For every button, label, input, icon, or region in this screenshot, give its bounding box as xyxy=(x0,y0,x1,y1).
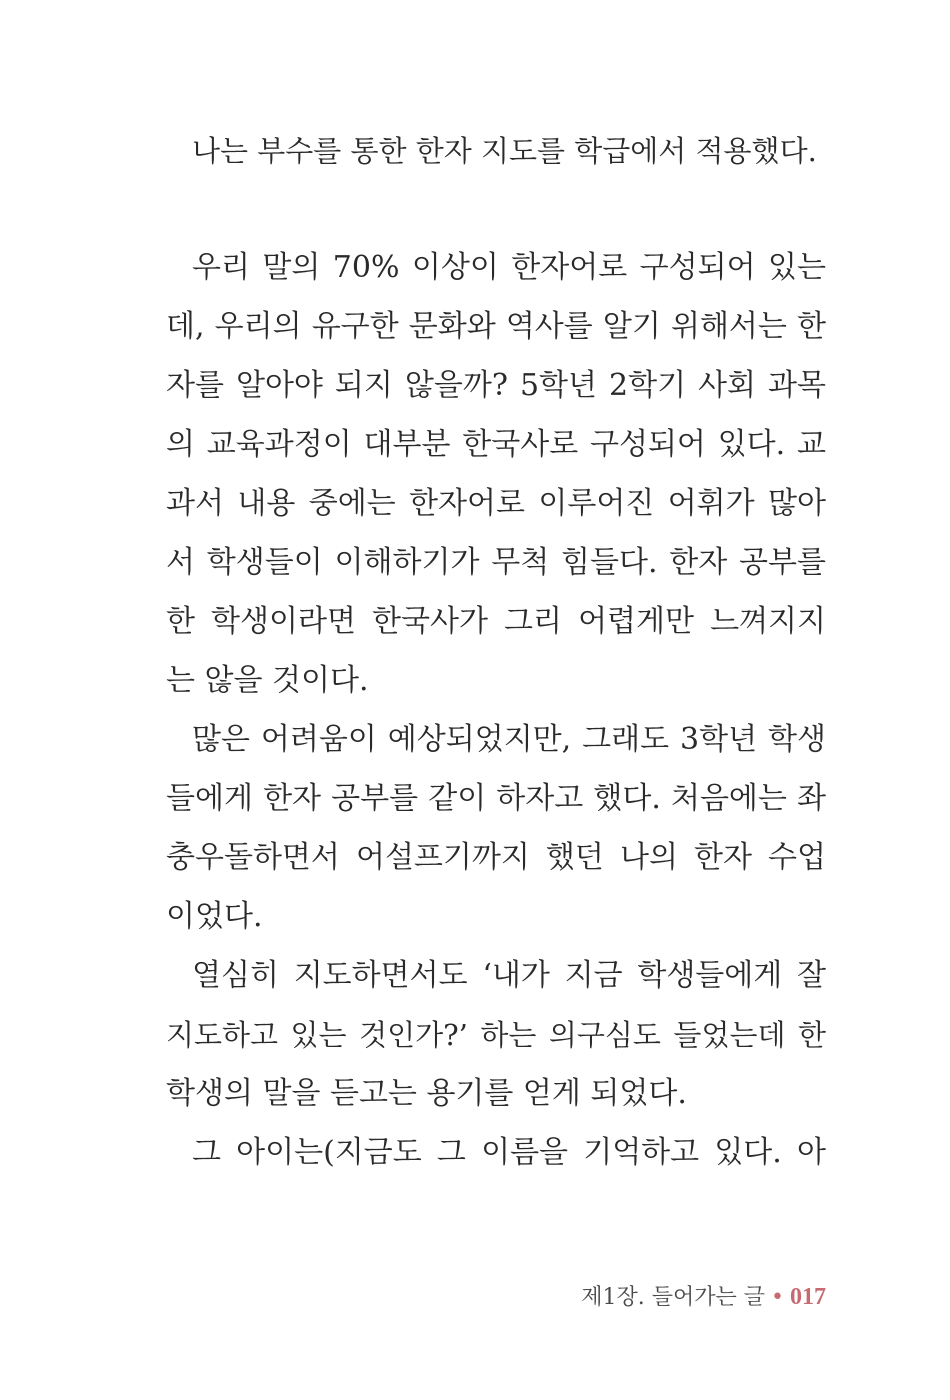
text-line: 많은 어려움이 예상되었지만, 그래도 3학년 학생 xyxy=(192,722,826,757)
chapter-title: 제1장. 들어가는 글 xyxy=(581,1285,766,1310)
text-line: 한 학생이라면 한국사가 그리 어렵게만 느껴지지 xyxy=(166,604,826,639)
page-number: 017 xyxy=(790,1284,826,1310)
text-line: 데, 우리의 유구한 문화와 역사를 알기 위해서는 한 xyxy=(166,309,826,344)
text-line: 충우돌하면서 어설프기까지 했던 나의 한자 수업 xyxy=(166,840,826,875)
text-line: 자를 알아야 되지 않을까? 5학년 2학기 사회 과목 xyxy=(166,368,826,403)
text-line: 는 않을 것이다. xyxy=(166,663,369,698)
text-line: 지도하고 있는 것인가?’ 하는 의구심도 들었는데 한 xyxy=(166,1018,826,1052)
text-line: 열심히 지도하면서도 ‘내가 지금 학생들에게 잘 xyxy=(192,958,826,993)
text-line: 과서 내용 중에는 한자어로 이루어진 어휘가 많아 xyxy=(166,486,826,521)
text-line: 서 학생들이 이해하기가 무척 힘들다. 한자 공부를 xyxy=(166,545,826,580)
text-line: 학생의 말을 듣고는 용기를 얻게 되었다. xyxy=(166,1076,687,1111)
separator-dot: • xyxy=(771,1285,784,1310)
page-footer xyxy=(581,1282,826,1312)
text-line: 의 교육과정이 대부분 한국사로 구성되어 있다. 교 xyxy=(166,427,826,462)
text-line: 그 아이는(지금도 그 이름을 기억하고 있다. 아 xyxy=(192,1135,826,1170)
text-line: 이었다. xyxy=(166,899,263,934)
text-line: 나는 부수를 통한 한자 지도를 학급에서 적용했다. xyxy=(192,134,817,168)
text-line: 우리 말의 70% 이상이 한자어로 구성되어 있는 xyxy=(192,250,826,285)
text-line: 들에게 한자 공부를 같이 하자고 했다. 처음에는 좌 xyxy=(166,781,826,816)
